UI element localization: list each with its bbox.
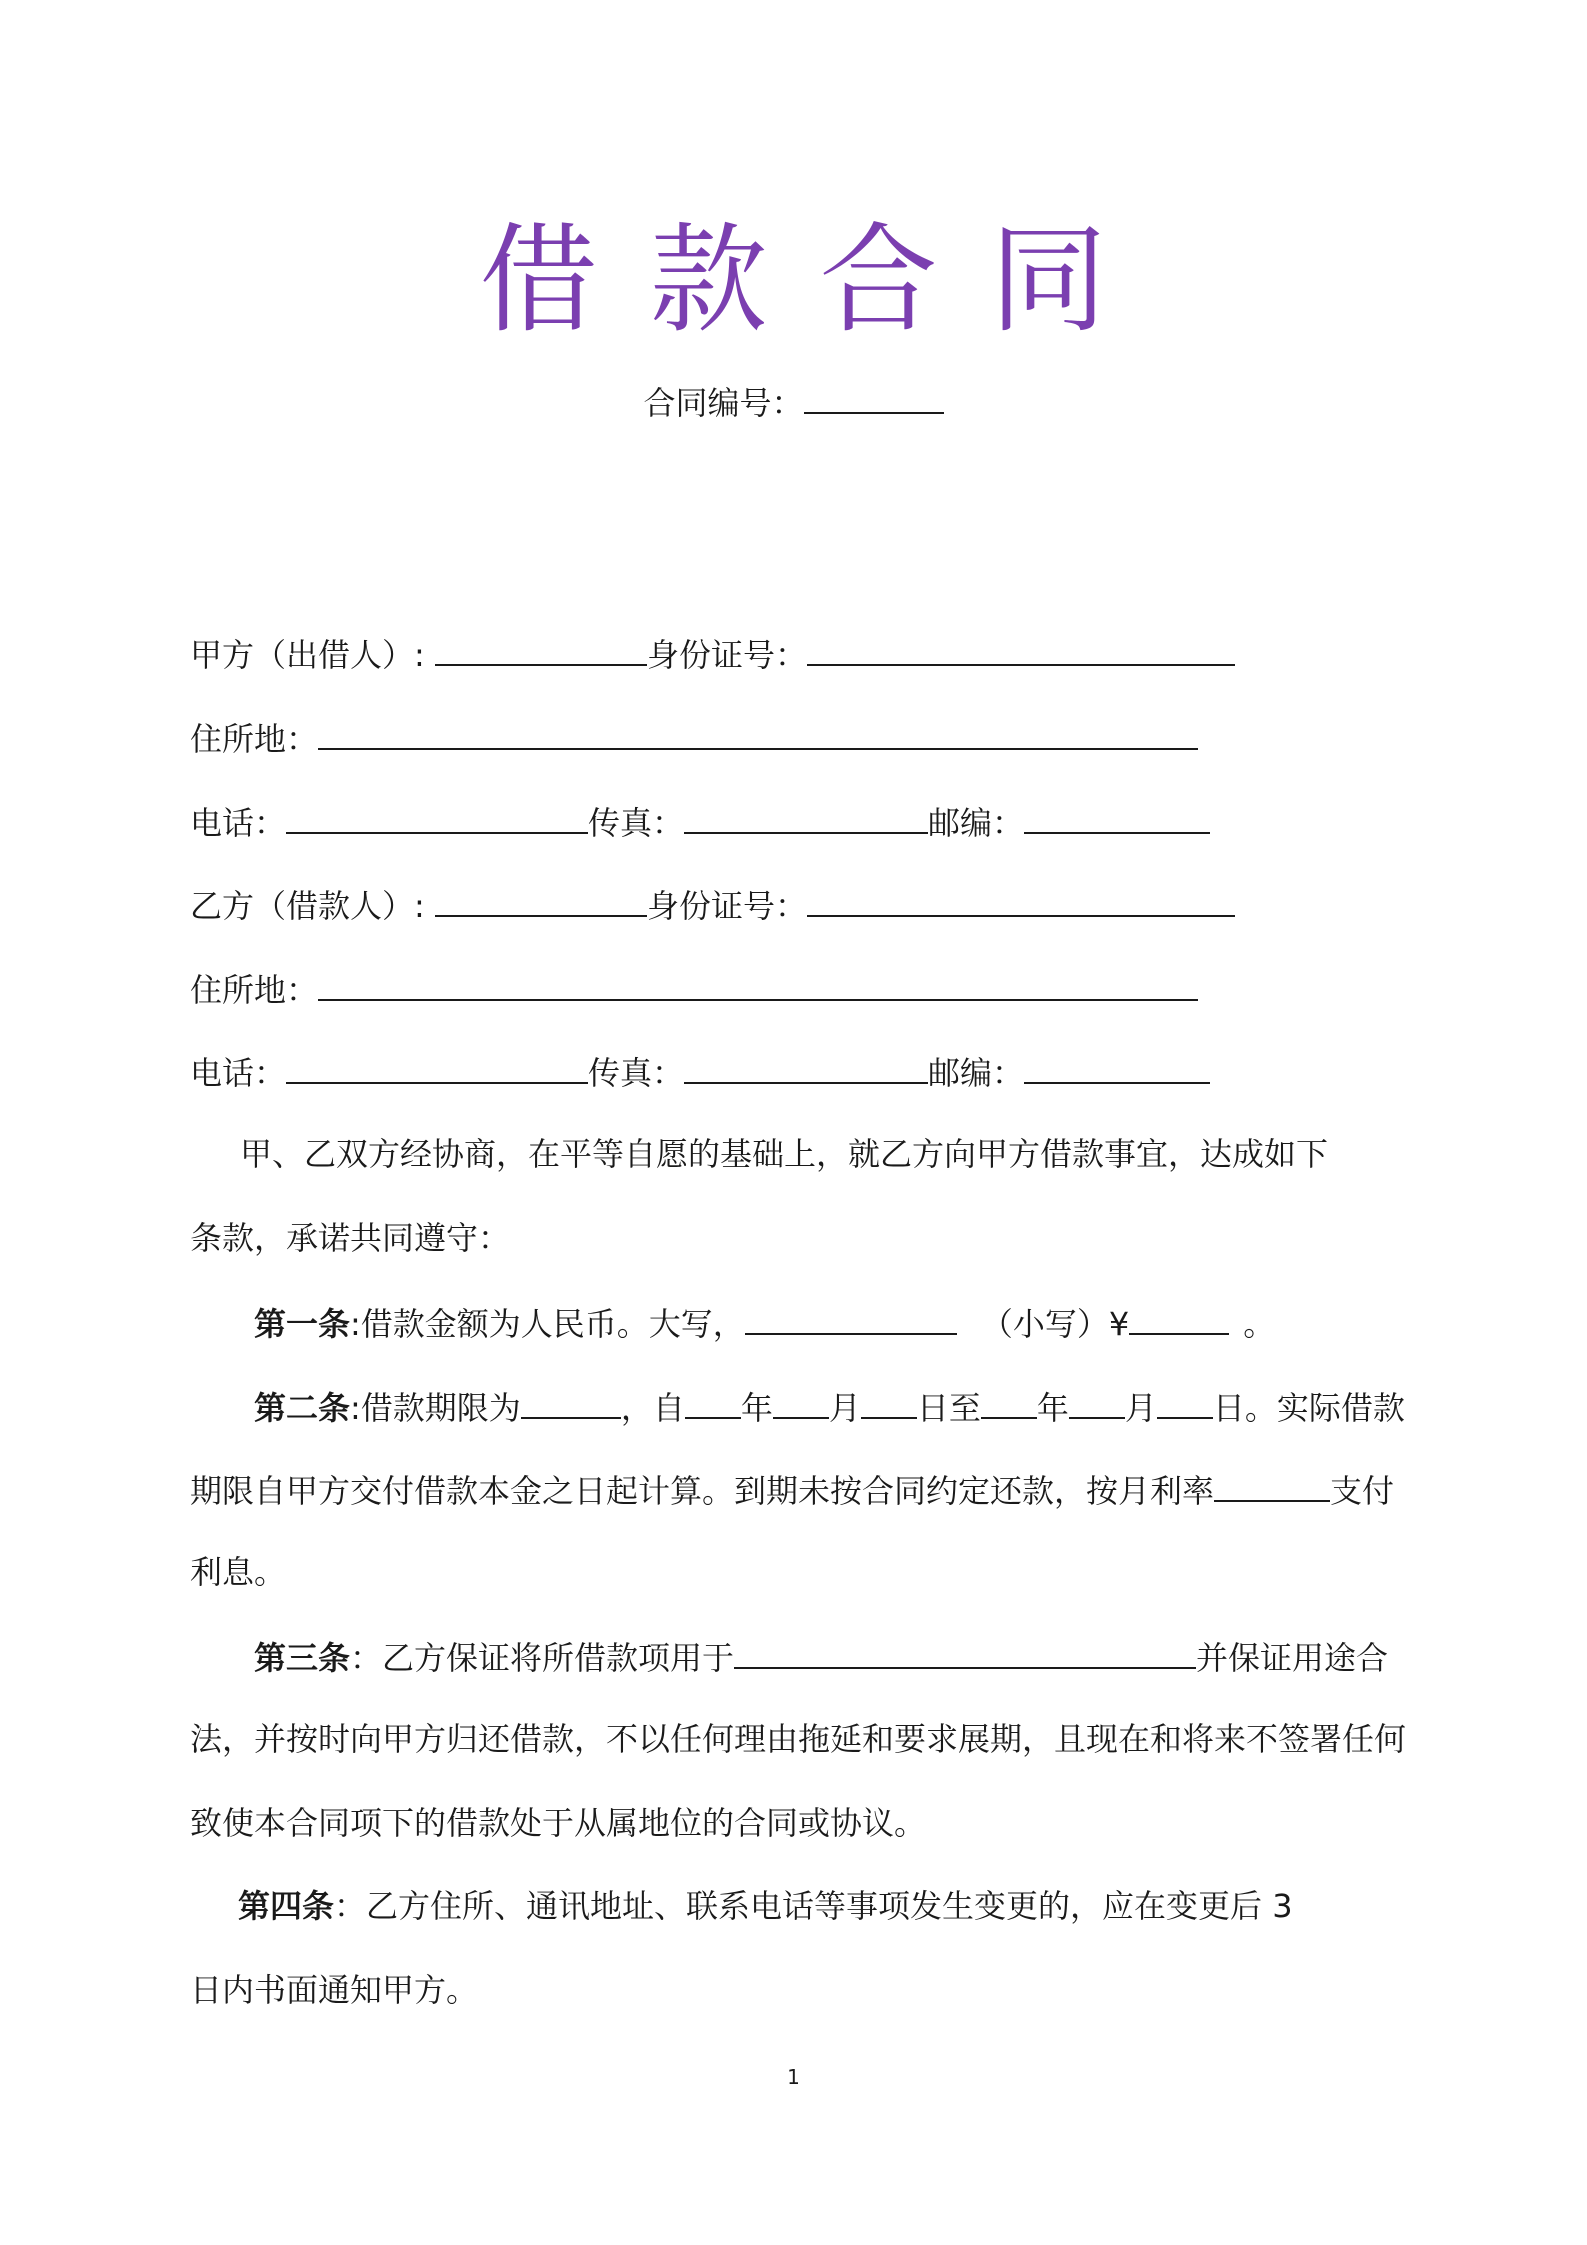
- monthly-rate-blank[interactable]: [1214, 1464, 1330, 1502]
- party-a-contact-line: [190, 796, 1440, 847]
- party-b-phone-blank[interactable]: [286, 1046, 588, 1084]
- party-a-zip-blank[interactable]: [1024, 796, 1210, 834]
- party-a-id-label: 身份证号：: [646, 636, 807, 674]
- party-a-name-blank[interactable]: [435, 628, 647, 666]
- article-2-day-to: 日至: [916, 1389, 981, 1427]
- party-a-address-line: [190, 712, 1440, 763]
- party-b-id-blank[interactable]: [807, 879, 1235, 917]
- article-1-text-b: （小写）¥: [980, 1305, 1130, 1343]
- party-b-line: [190, 879, 1440, 930]
- article-4-line-2: 日内书面通知甲方。: [190, 1971, 479, 2009]
- article-2-line-2-end: 支付: [1330, 1472, 1395, 1510]
- preamble-line-1: 甲、乙双方经协商，在平等自愿的基础上，就乙方向甲方借款事宜，达成如下: [240, 1135, 1329, 1173]
- loan-purpose-blank[interactable]: [734, 1631, 1196, 1669]
- article-2-heading: 第二条: [254, 1389, 351, 1427]
- end-month-blank[interactable]: [1069, 1381, 1125, 1419]
- party-a-line: [190, 628, 1440, 679]
- start-month-blank[interactable]: [773, 1381, 829, 1419]
- article-2-month-1: 月: [828, 1389, 861, 1427]
- article-4-text-a: ：乙方住所、通讯地址、联系电话等事项发生变更的，应在变更后 3: [334, 1887, 1293, 1925]
- contract-number: [0, 376, 1587, 427]
- party-b-zip-label: 邮编：: [928, 1054, 1025, 1092]
- article-2-text-a: :借款期限为: [350, 1389, 521, 1427]
- party-b-label: 乙方（借款人）:: [190, 887, 435, 925]
- party-a-fax-label: 传真：: [588, 804, 685, 842]
- article-3-line-1: [254, 1631, 1504, 1682]
- article-1-text-a: :借款金额为人民币。大写，: [350, 1305, 745, 1343]
- article-2-line-3: 利息。: [190, 1553, 287, 1591]
- article-1-heading: 第一条: [254, 1305, 351, 1343]
- party-a-phone-label: 电话：: [190, 804, 287, 842]
- article-3-line-2: 法，并按时向甲方归还借款，不以任何理由拖延和要求展期，且现在和将来不签署任何: [190, 1720, 1407, 1758]
- article-2-text-b: ，自: [620, 1389, 685, 1427]
- party-b-phone-label: 电话：: [190, 1054, 287, 1092]
- party-b-fax-blank[interactable]: [684, 1046, 928, 1084]
- preamble-line-2: 条款，承诺共同遵守：: [190, 1219, 511, 1257]
- party-a-address-label: 住所地：: [190, 720, 319, 758]
- party-a-id-blank[interactable]: [807, 628, 1235, 666]
- article-1-line: [254, 1297, 1504, 1348]
- page-number: 1: [787, 2065, 800, 2089]
- article-2-day-end: 日。实际借款: [1212, 1389, 1405, 1427]
- loan-term-blank[interactable]: [521, 1381, 621, 1419]
- amount-capital-blank[interactable]: [745, 1297, 957, 1335]
- party-b-contact-line: [190, 1046, 1440, 1097]
- article-3-text-a: ：乙方保证将所借款项用于: [350, 1639, 735, 1677]
- article-2-line-2: [190, 1464, 1440, 1515]
- article-3-text-b: 并保证用途合: [1196, 1639, 1389, 1677]
- document-title: 借款合同: [479, 211, 1160, 349]
- article-3-line-3: 致使本合同项下的借款处于从属地位的合同或协议。: [190, 1804, 927, 1842]
- article-2-year-1: 年: [740, 1389, 773, 1427]
- party-b-zip-blank[interactable]: [1024, 1046, 1210, 1084]
- party-b-fax-label: 传真：: [588, 1054, 685, 1092]
- start-day-blank[interactable]: [861, 1381, 917, 1419]
- party-b-name-blank[interactable]: [435, 879, 647, 917]
- party-a-fax-blank[interactable]: [684, 796, 928, 834]
- article-3-heading: 第三条: [254, 1639, 351, 1677]
- party-b-address-line: [190, 963, 1440, 1014]
- article-2-line-2-text: 期限自甲方交付借款本金之日起计算。到期未按合同约定还款，按月利率: [190, 1472, 1215, 1510]
- article-2-line-1: [254, 1381, 1504, 1432]
- party-a-phone-blank[interactable]: [286, 796, 588, 834]
- end-year-blank[interactable]: [981, 1381, 1037, 1419]
- contract-number-blank[interactable]: [804, 376, 944, 414]
- party-a-zip-label: 邮编：: [928, 804, 1025, 842]
- party-b-address-blank[interactable]: [318, 963, 1198, 1001]
- article-4-line-1: [238, 1882, 1488, 1930]
- end-day-blank[interactable]: [1157, 1381, 1213, 1419]
- article-1-text-c: 。: [1243, 1305, 1276, 1343]
- party-b-address-label: 住所地：: [190, 971, 319, 1009]
- party-a-address-blank[interactable]: [318, 712, 1198, 750]
- contract-number-label: 合同编号：: [643, 384, 804, 422]
- amount-figure-blank[interactable]: [1129, 1297, 1229, 1335]
- article-2-month-2: 月: [1124, 1389, 1157, 1427]
- party-b-id-label: 身份证号：: [646, 887, 807, 925]
- start-year-blank[interactable]: [685, 1381, 741, 1419]
- article-2-year-2: 年: [1036, 1389, 1069, 1427]
- party-a-label: 甲方（出借人）:: [190, 636, 435, 674]
- article-4-heading: 第四条: [238, 1887, 335, 1925]
